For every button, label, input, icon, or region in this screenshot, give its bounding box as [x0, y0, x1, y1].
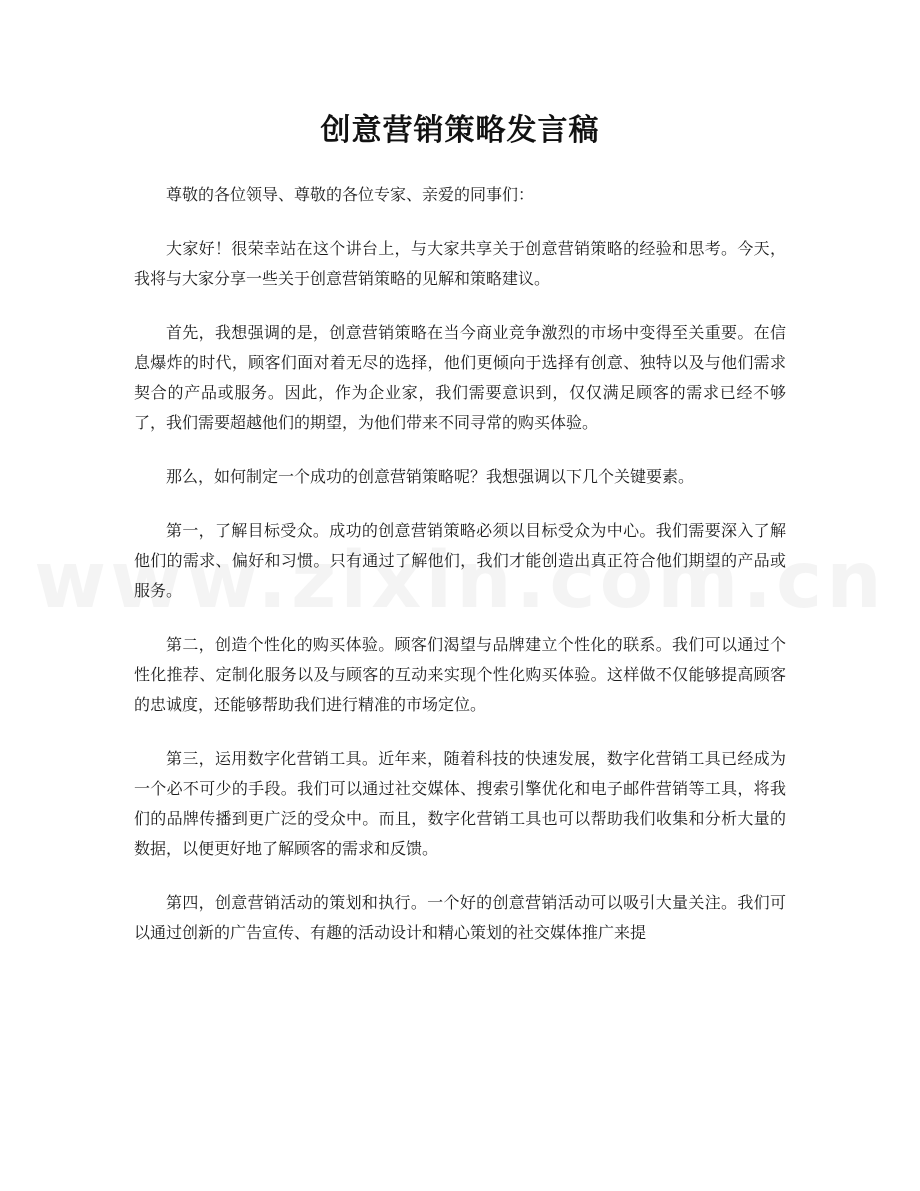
document-body: [134, 180, 786, 972]
paragraph-key-elements: 那么，如何制定一个成功的创意营销策略呢？我想强调以下几个关键要素。: [166, 467, 695, 486]
document-title: 创意营销策略发言稿: [320, 113, 600, 148]
paragraph-greeting: 大家好！很荣幸站在这个讲台上，与大家共享关于创意营销策略的经验和思考。今天，我将与大家分享一些关于创意营销策略的见解和策略建议。: [134, 239, 786, 288]
paragraph-importance: 首先，我想强调的是，创意营销策略在当今商业竞争激烈的市场中变得至关重要。在信息爆炸的时代，顾客们面对着无尽的选择，他们更倾向于选择有创意、独特以及与他们需求契合的产品或服务。因此，作为企业家，我们需要意识到，仅仅满足顾客的需求已经不够了，我们需要超越他们的期望，为他们带来不同寻常的购买体验。: [134, 323, 786, 432]
paragraph-point-four: 第四，创意营销活动的策划和执行。一个好的创意营销活动可以吸引大量关注。我们可以通过创新的广告宣传、有趣的活动设计和精心策划的社交媒体推广来提: [134, 893, 786, 942]
paragraph-point-two: 第二，创造个性化的购买体验。顾客们渴望与品牌建立个性化的联系。我们可以通过个性化推荐、定制化服务以及与顾客的互动来实现个性化购买体验。这样做不仅能够提高顾客的忠诚度，还能够帮助我们进行精准的市场定位。: [134, 635, 786, 714]
paragraph-salutation: 尊敬的各位领导、尊敬的各位专家、亲爱的同事们：: [166, 185, 535, 204]
paragraph-point-three: 第三，运用数字化营销工具。近年来，随着科技的快速发展，数字化营销工具已经成为一个必不可少的手段。我们可以通过社交媒体、搜索引擎优化和电子邮件营销等工具，将我们的品牌传播到更广泛的受众中。而且，数字化营销工具也可以帮助我们收集和分析大量的数据，以便更好地了解顾客的需求和反馈。: [134, 749, 786, 858]
paragraph-point-one: 第一，了解目标受众。成功的创意营销策略必须以目标受众为中心。我们需要深入了解他们的需求、偏好和习惯。只有通过了解他们，我们才能创造出真正符合他们期望的产品或服务。: [134, 521, 786, 600]
